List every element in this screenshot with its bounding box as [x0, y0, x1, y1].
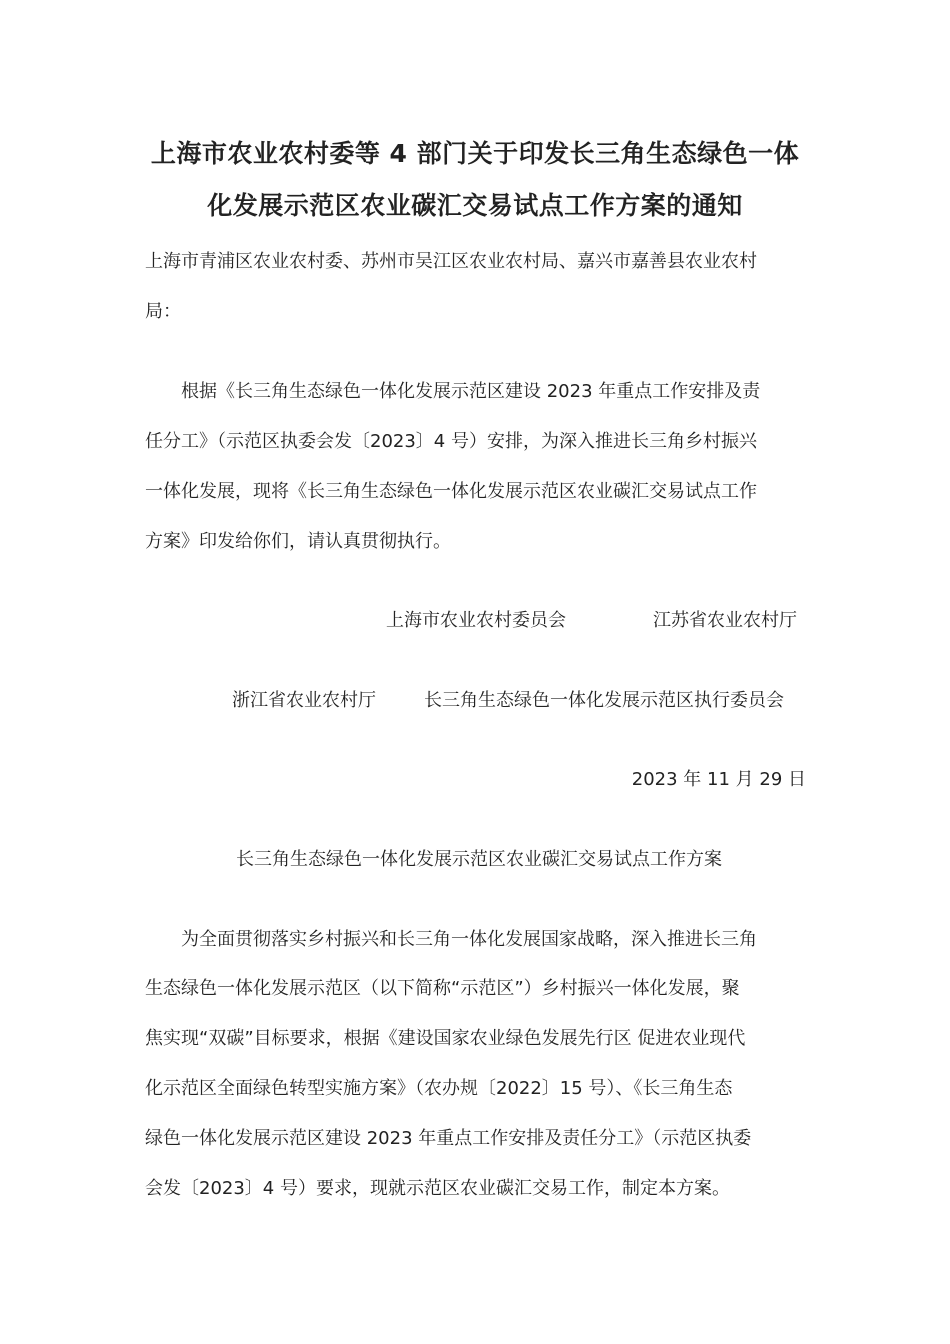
paragraph1-line-1: 根据《长三角生态绿色一体化发展示范区建设 2023 年重点工作安排及责	[181, 381, 761, 402]
paragraph2-line-4: 化示范区全面绿色转型实施方案》（农办规〔2022〕15 号）、《长三角生态	[145, 1078, 733, 1099]
signatory-shanghai: 上海市农业农村委员会	[386, 610, 566, 631]
title-line-1: 上海市农业农村委等 4 部门关于印发长三角生态绿色一体	[150, 139, 800, 168]
signatory-zhejiang: 浙江省农业农村厅	[232, 690, 376, 711]
paragraph2-line-3: 焦实现“双碳”目标要求，根据《建设国家农业绿色发展先行区 促进农业现代	[145, 1028, 746, 1049]
plan-title: 长三角生态绿色一体化发展示范区农业碳汇交易试点工作方案	[236, 849, 722, 870]
paragraph2-line-2: 生态绿色一体化发展示范区（以下简称“示范区”）乡村振兴一体化发展，聚	[145, 978, 740, 999]
paragraph2-line-6: 会发〔2023〕4 号）要求，现就示范区农业碳汇交易工作，制定本方案。	[145, 1178, 730, 1199]
paragraph2-line-5: 绿色一体化发展示范区建设 2023 年重点工作安排及责任分工》（示范区执委	[145, 1128, 752, 1149]
paragraph1-line-3: 一体化发展，现将《长三角生态绿色一体化发展示范区农业碳汇交易试点工作	[145, 481, 757, 502]
paragraph2-line-1: 为全面贯彻落实乡村振兴和长三角一体化发展国家战略，深入推进长三角	[181, 929, 757, 950]
issue-date: 2023 年 11 月 29 日	[631, 769, 806, 790]
addressee-line-1: 上海市青浦区农业农村委、苏州市吴江区农业农村局、嘉兴市嘉善县农业农村	[145, 251, 757, 272]
addressee-line-2: 局：	[145, 301, 181, 322]
paragraph1-line-4: 方案》印发给你们，请认真贯彻执行。	[145, 531, 451, 552]
paragraph1-line-2: 任分工》（示范区执委会发〔2023〕4 号）安排，为深入推进长三角乡村振兴	[145, 431, 757, 452]
signatory-jiangsu: 江苏省农业农村厅	[653, 610, 797, 631]
title-line-2: 化发展示范区农业碳汇交易试点工作方案的通知	[207, 191, 743, 220]
signatory-executive-committee: 长三角生态绿色一体化发展示范区执行委员会	[424, 690, 784, 711]
